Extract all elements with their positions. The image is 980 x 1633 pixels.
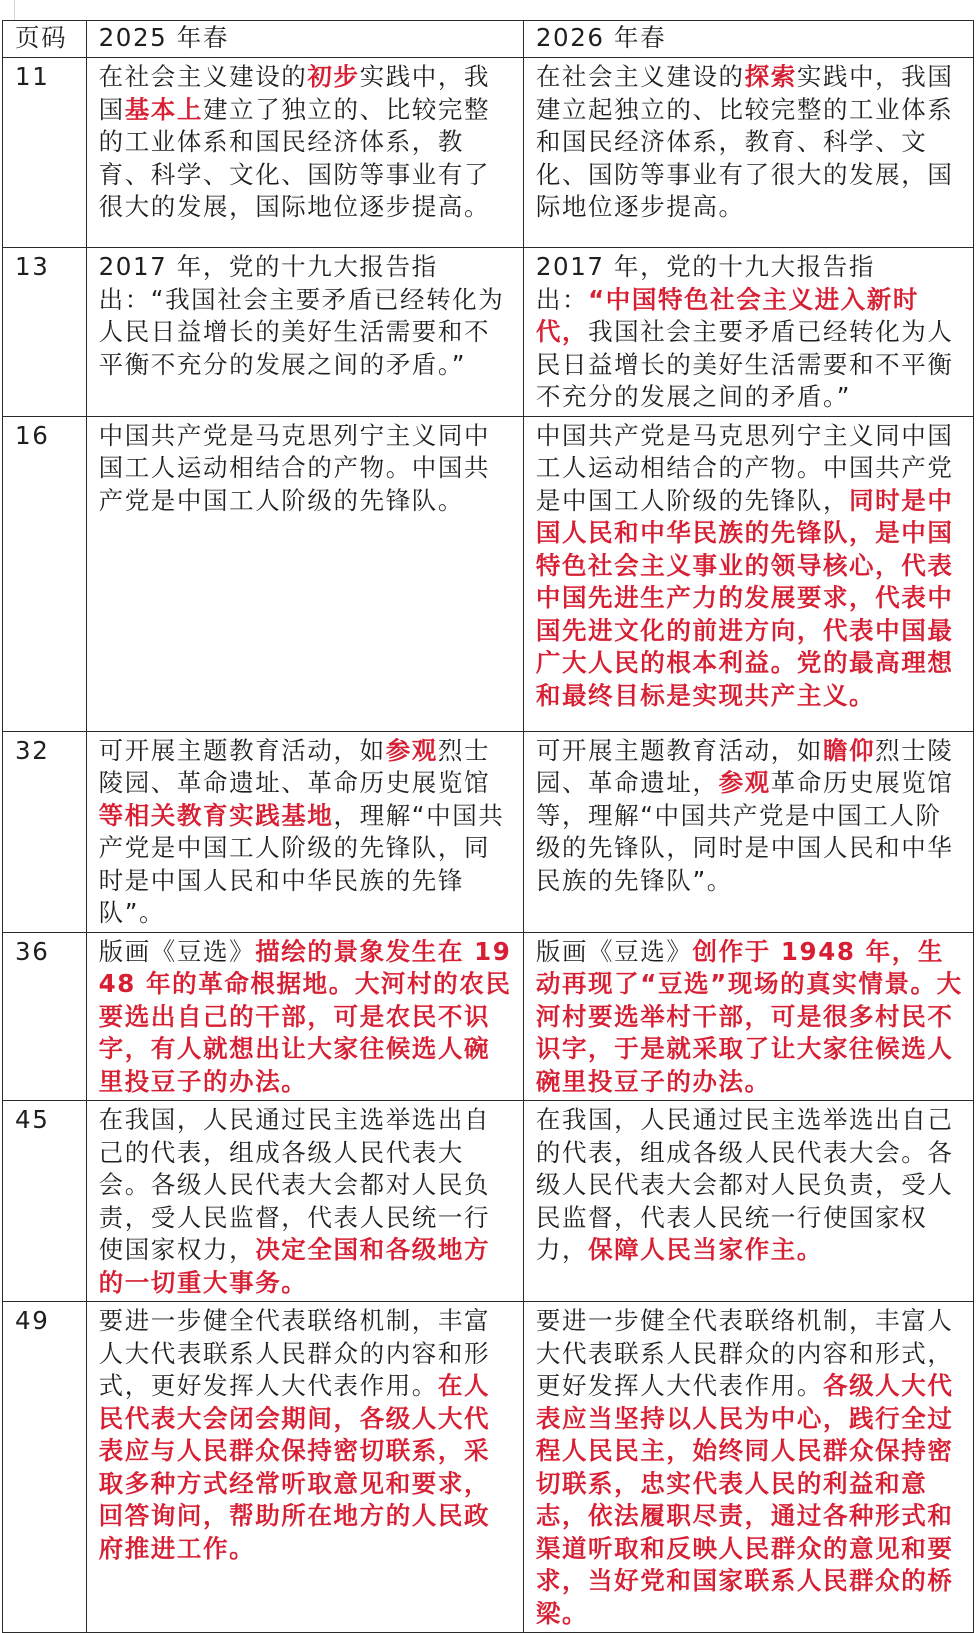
text-2025: [86, 1101, 523, 1302]
text-segment: 烈士陵园、革命遗址，: [535, 735, 954, 797]
table-row: [3, 416, 974, 731]
highlight-segment: 瞻仰: [822, 735, 876, 765]
text-2025: [86, 416, 523, 731]
text-2026: [523, 416, 973, 731]
highlight-segment: 探索: [744, 62, 797, 91]
highlight-segment: 创作于 1948 年，生动再现了“豆选”现场的真实情景。大河村要选举村干部，可是很多村民不识字，于是就采取了让大家往候选人碗里投豆子的办法。: [535, 936, 963, 1096]
text-segment: 2017 年，党的十九大报告指出：“我国社会主要矛盾已经转化为人民日益增长的美好生活需要和不平衡不充分的发展之间的矛盾。”: [98, 252, 505, 379]
text-2026: [523, 1101, 973, 1302]
page-edge-line: [14, 0, 15, 20]
text-2026: [523, 248, 973, 417]
text-segment: 建立了独立的、比较完整的工业体系和国民经济体系，教育、科学、文化、国防等事业有了很大的发展，国际地位逐步提高。: [98, 94, 491, 221]
text-segment: 实践中，我国: [98, 62, 491, 124]
header-page: 页码: [3, 21, 87, 58]
page-number: 49: [3, 1302, 87, 1633]
table-row: [3, 248, 974, 417]
text-segment: 烈士陵园、革命遗址、革命历史展览馆: [98, 735, 491, 797]
text-segment: ，理解“中国共产党是中国工人阶级的先锋队，同时是中国人民和中华民族的先锋队”。: [98, 800, 505, 927]
text-segment: 要进一步健全代表联络机制，丰富人大代表联系人民群众的内容和形式，更好发挥人大代表作用。: [98, 1306, 491, 1400]
page-number: 32: [3, 731, 87, 932]
text-2026: [523, 1302, 973, 1633]
table-row: [3, 1302, 974, 1633]
text-segment: 版画《豆选》: [535, 936, 693, 966]
highlight-segment: 参观: [718, 768, 771, 797]
text-segment: 可开展主题教育活动，如: [535, 735, 823, 765]
textbook-comparison-table: [2, 20, 974, 1633]
highlight-segment: 决定全国和各级地方的一切重大事务。: [98, 1235, 491, 1297]
page-number: 13: [3, 248, 87, 417]
highlight-segment: 在人民代表大会闭会期间，各级人大代表应与人民群众保持密切联系，采取多种方式经常听取意见和要求，回答询问，帮助所在地方的人民政府推进工作。: [98, 1371, 491, 1563]
text-2025: [86, 731, 523, 932]
text-segment: 在我国，人民通过民主选举选出自己的代表，组成各级人民代表大会。各级人民代表大会都对人民负责，受人民监督，代表人民统一行使国家权力，: [535, 1105, 954, 1264]
table-row: [3, 932, 974, 1101]
text-2025: [86, 58, 523, 248]
text-2025: [86, 248, 523, 417]
highlight-segment: 保障人民当家作主。: [588, 1235, 823, 1264]
highlight-segment: “中国特色社会主义进入新时代，: [535, 284, 919, 346]
text-2026: [523, 932, 973, 1101]
text-segment: 实践中，我国建立起独立的、比较完整的工业体系和国民经济体系，教育、科学、文化、国防等事业有了很大的发展，国际地位逐步提高。: [535, 62, 954, 221]
highlight-segment: 各级人大代表应当坚持以人民为中心，践行全过程人民民主，始终同人民群众保持密切联系，忠实代表人民的利益和意志，依法履职尽责，通过各种形式和渠道听取和反映人民群众的意见和要求，当好党和国家联系人民群众的桥梁。: [535, 1371, 954, 1628]
page-number: 16: [3, 416, 87, 731]
highlight-segment: 初步: [307, 62, 360, 91]
text-2026: [523, 731, 973, 932]
text-segment: 在社会主义建设的: [535, 62, 745, 91]
text-segment: 2017 年，党的十九大报告指出：: [535, 252, 875, 314]
text-segment: 要进一步健全代表联络机制，丰富人大代表联系人民群众的内容和形式，更好发挥人大代表作用。: [535, 1306, 954, 1400]
page-number: 36: [3, 932, 87, 1101]
text-segment: 在我国，人民通过民主选举选出自己的代表，组成各级人民代表大会。各级人民代表大会都对人民负责，受人民监督，代表人民统一行使国家权力，: [98, 1105, 491, 1264]
highlight-segment: 等相关教育实践基地: [98, 800, 334, 830]
text-2025: [86, 932, 523, 1101]
header-2025-spring: 2025 年春: [86, 21, 523, 58]
highlight-segment: 参观: [385, 735, 438, 765]
table-row: [3, 1101, 974, 1302]
highlight-segment: 同时是中国人民和中华民族的先锋队，是中国特色社会主义事业的领导核心，代表中国先进生产力的发展要求，代表中国先进文化的前进方向，代表中国最广大人民的根本利益。党的最高理想和最终目标是实现共产主义。: [535, 485, 954, 710]
highlight-segment: 基本上: [124, 94, 204, 124]
text-segment: 在社会主义建设的: [98, 62, 308, 91]
highlight-segment: 描绘的景象发生在 1948 年的革命根据地。大河村的农民要选出自己的干部，可是农民不识字，有人就想出让大家往候选人碗里投豆子的办法。: [98, 936, 512, 1096]
text-segment: 可开展主题教育活动，如: [98, 735, 386, 765]
page-number: 11: [3, 58, 87, 248]
text-segment: 版画《豆选》: [98, 936, 256, 966]
text-segment: 中国共产党是马克思列宁主义同中国工人运动相结合的产物。中国共产党是中国工人阶级的先锋队，: [535, 420, 954, 515]
table-row: [3, 731, 974, 932]
text-2026: [523, 58, 973, 248]
header-row: [3, 21, 974, 58]
text-segment: 革命历史展览馆等，理解“中国共产党是中国工人阶级的先锋队，同时是中国人民和中华民族的先锋队”。: [535, 768, 954, 895]
text-2025: [86, 1302, 523, 1633]
text-segment: 中国共产党是马克思列宁主义同中国工人运动相结合的产物。中国共产党是中国工人阶级的先锋队。: [98, 420, 491, 515]
text-segment: 我国社会主要矛盾已经转化为人民日益增长的美好生活需要和不平衡不充分的发展之间的矛盾。”: [535, 317, 954, 411]
header-2026-spring: 2026 年春: [523, 21, 973, 58]
table-row: [3, 58, 974, 248]
page-number: 45: [3, 1101, 87, 1302]
